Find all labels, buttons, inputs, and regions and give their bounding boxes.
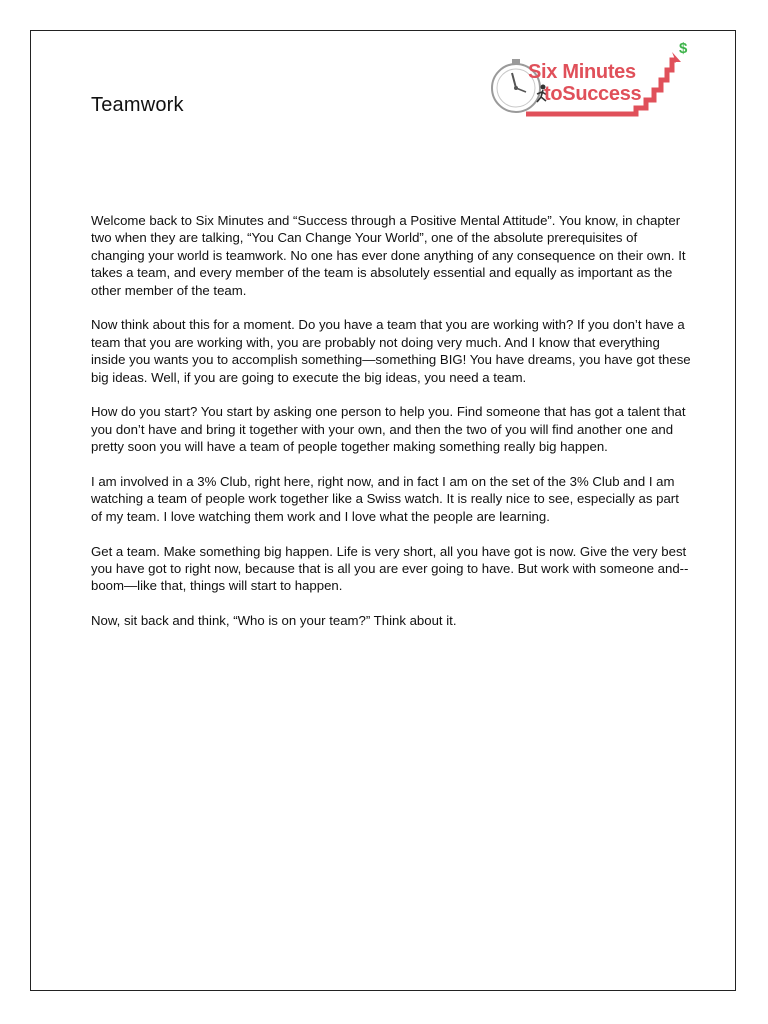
six-minutes-logo (486, 40, 696, 120)
paragraph: I am involved in a 3% Club, right here, right now, and in fact I am on the set of the 3% Club and I am watching a team of people work together like a Swiss watch. It is really nice to see, especially as part of my team. I love watching them work and I love what the people are learning. (91, 474, 679, 524)
paragraph: Get a team. Make something big happen. Life is very short, all you have got is now. Give the very best you have got to right now, because that is all you are ever going to have. But work with someone and--boom—like that, things will start to happen. (91, 543, 689, 594)
dollar-icon: $ (679, 40, 688, 57)
logo-wordmark-line2: toSuccess (544, 83, 642, 105)
paragraph: Now think about this for a moment. Do you have a team that you are working with? If you don’t have a team that you are working with, you are probably not doing very much. And I know that everything inside you wants you to accomplish something—something BIG! You have dreams, you have got these big ideas. Well, if you are going to execute the big ideas, you need a team. (91, 317, 691, 385)
logo-wordmark-line1: Six Minutes (528, 61, 636, 83)
body-text (91, 212, 691, 647)
paragraph: Welcome back to Six Minutes and “Success through a Positive Mental Attitude”. You know, in chapter two when they are talking, “You Can Change Your World”, one of the absolute prerequisites of changing your world is teamwork. No one has ever done anything of any consequence on their own. It takes a team, and every member of the team is absolutely essential and equally as important as the other member of the team. (91, 213, 686, 298)
paragraph: How do you start? You start by asking one person to help you. Find someone that has got a talent that you don’t have and bring it together with your own, and then the two of you will find another one and pretty soon you will have a team of people together making something really big happen. (91, 404, 686, 455)
page-title: Teamwork (91, 94, 184, 116)
paragraph: Now, sit back and think, “Who is on your team?” Think about it. (91, 613, 457, 629)
